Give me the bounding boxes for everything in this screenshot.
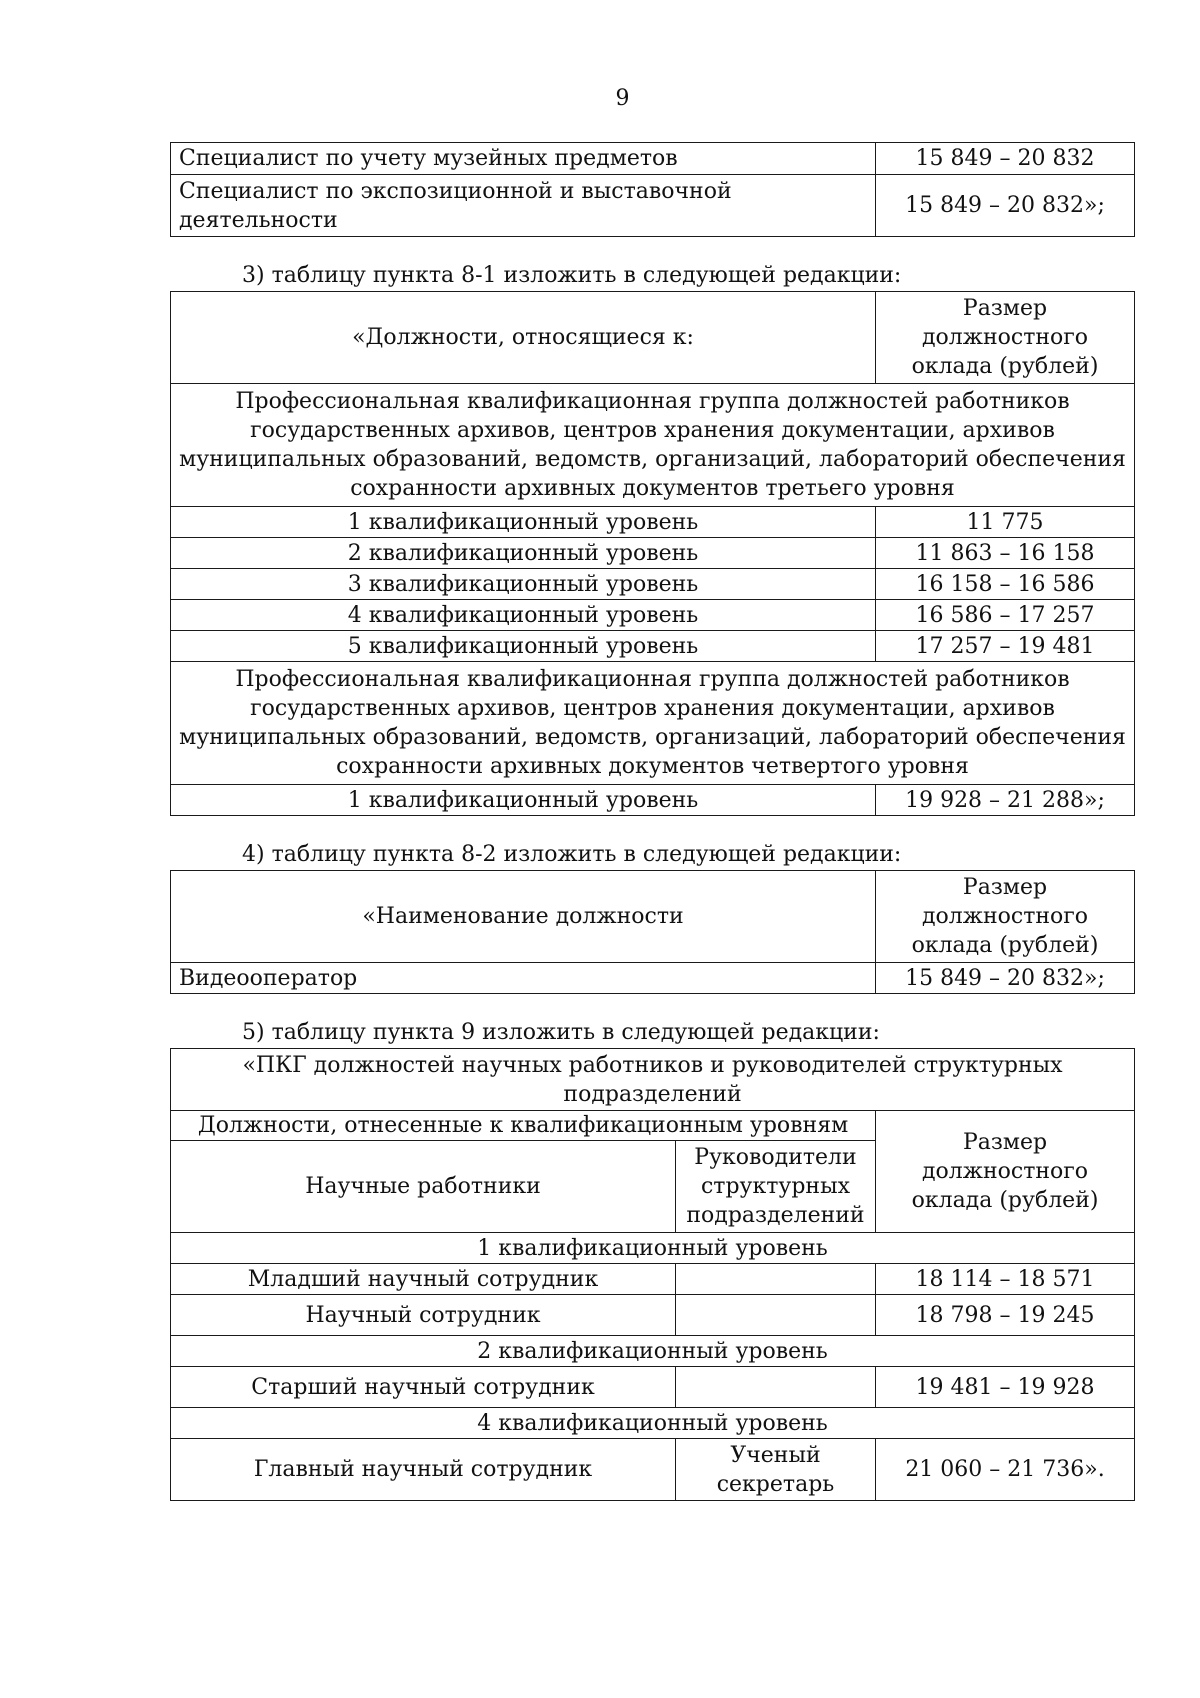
- qualification-level: 1 квалификационный уровень: [171, 507, 876, 538]
- salary-value: 16 586 – 17 257: [876, 600, 1135, 631]
- table-row: [171, 175, 1135, 237]
- position-name: Специалист по экспозиционной и выставочной деятельности: [171, 175, 876, 237]
- intro-paragraph-4: 4) таблицу пункта 8-2 изложить в следующей редакции:: [242, 842, 902, 867]
- salary-value: 17 257 – 19 481: [876, 631, 1135, 662]
- column-header-salary: Размер должностного оклада (рублей): [876, 871, 1135, 963]
- qualification-level: 3 квалификационный уровень: [171, 569, 876, 600]
- qualification-level: 4 квалификационный уровень: [171, 600, 876, 631]
- level-header-row: [171, 1233, 1135, 1264]
- qualification-level-title: 2 квалификационный уровень: [171, 1336, 1135, 1367]
- salary-value: 16 158 – 16 586: [876, 569, 1135, 600]
- page-number: 9: [615, 86, 630, 111]
- table-row: [171, 1264, 1135, 1295]
- column-header-position: «Наименование должности: [171, 871, 876, 963]
- research-position: Старший научный сотрудник: [171, 1367, 676, 1408]
- position-name: Специалист по учету музейных предметов: [171, 143, 876, 175]
- table-row: [171, 1367, 1135, 1408]
- salary-value: 15 849 – 20 832»;: [876, 175, 1135, 237]
- group-header-row: [171, 384, 1135, 507]
- qualification-level: 1 квалификационный уровень: [171, 785, 876, 816]
- level-header-row: [171, 1408, 1135, 1439]
- qualification-group-title: Профессиональная квалификационная группа должностей работников государственных архивов, центров хранения документации, архивов муниципальных образований, ведомств, организаций, лабораторий обеспечения сохранности архивных документов четвертого уровня: [171, 662, 1135, 785]
- column-header-department-heads: Руководители структурных подразделений: [676, 1141, 876, 1233]
- table-title: «ПКГ должностей научных работников и руководителей структурных подразделений: [171, 1049, 1135, 1111]
- head-position: [676, 1295, 876, 1336]
- group-header-row: [171, 662, 1135, 785]
- table-subheader-row: [171, 1111, 1135, 1141]
- qualification-level-title: 1 квалификационный уровень: [171, 1233, 1135, 1264]
- table-video-operator: [170, 870, 1135, 994]
- intro-paragraph-3: 3) таблицу пункта 8-1 изложить в следующей редакции:: [242, 263, 902, 288]
- column-header-salary: Размер должностного оклада (рублей): [876, 1111, 1135, 1233]
- table-row: [171, 538, 1135, 569]
- salary-value: 18 114 – 18 571: [876, 1264, 1135, 1295]
- salary-value: 19 928 – 21 288»;: [876, 785, 1135, 816]
- table-row: [171, 963, 1135, 994]
- table-row: [171, 631, 1135, 662]
- table-row: [171, 1439, 1135, 1501]
- table-row: [171, 600, 1135, 631]
- qualification-levels-header: Должности, отнесенные к квалификационным уровням: [171, 1111, 876, 1141]
- table-header-row: [171, 871, 1135, 963]
- column-header-salary: Размер должностного оклада (рублей): [876, 292, 1135, 384]
- intro-paragraph-5: 5) таблицу пункта 9 изложить в следующей редакции:: [242, 1020, 880, 1045]
- salary-value: 15 849 – 20 832»;: [876, 963, 1135, 994]
- head-position: Ученый секретарь: [676, 1439, 876, 1501]
- salary-value: 15 849 – 20 832: [876, 143, 1135, 175]
- table-row: [171, 1295, 1135, 1336]
- qualification-level-title: 4 квалификационный уровень: [171, 1408, 1135, 1439]
- table-row: [171, 569, 1135, 600]
- table-row: [171, 785, 1135, 816]
- research-position: Младший научный сотрудник: [171, 1264, 676, 1295]
- table-row: [171, 507, 1135, 538]
- head-position: [676, 1367, 876, 1408]
- table-title-row: [171, 1049, 1135, 1111]
- column-header-research-staff: Научные работники: [171, 1141, 676, 1233]
- salary-value: 18 798 – 19 245: [876, 1295, 1135, 1336]
- research-position: Главный научный сотрудник: [171, 1439, 676, 1501]
- level-header-row: [171, 1336, 1135, 1367]
- table-research-positions: [170, 1048, 1135, 1501]
- salary-value: 11 863 – 16 158: [876, 538, 1135, 569]
- table-archive-positions: [170, 291, 1135, 816]
- table-museum-specialists: [170, 142, 1135, 237]
- research-position: Научный сотрудник: [171, 1295, 676, 1336]
- column-header-positions: «Должности, относящиеся к:: [171, 292, 876, 384]
- qualification-level: 5 квалификационный уровень: [171, 631, 876, 662]
- qualification-level: 2 квалификационный уровень: [171, 538, 876, 569]
- head-position: [676, 1264, 876, 1295]
- table-row: [171, 143, 1135, 175]
- salary-value: 11 775: [876, 507, 1135, 538]
- qualification-group-title: Профессиональная квалификационная группа должностей работников государственных архивов, центров хранения документации, архивов муниципальных образований, ведомств, организаций, лабораторий обеспечения сохранности архивных документов третьего уровня: [171, 384, 1135, 507]
- position-name: Видеооператор: [171, 963, 876, 994]
- salary-value: 21 060 – 21 736».: [876, 1439, 1135, 1501]
- table-header-row: [171, 292, 1135, 384]
- salary-value: 19 481 – 19 928: [876, 1367, 1135, 1408]
